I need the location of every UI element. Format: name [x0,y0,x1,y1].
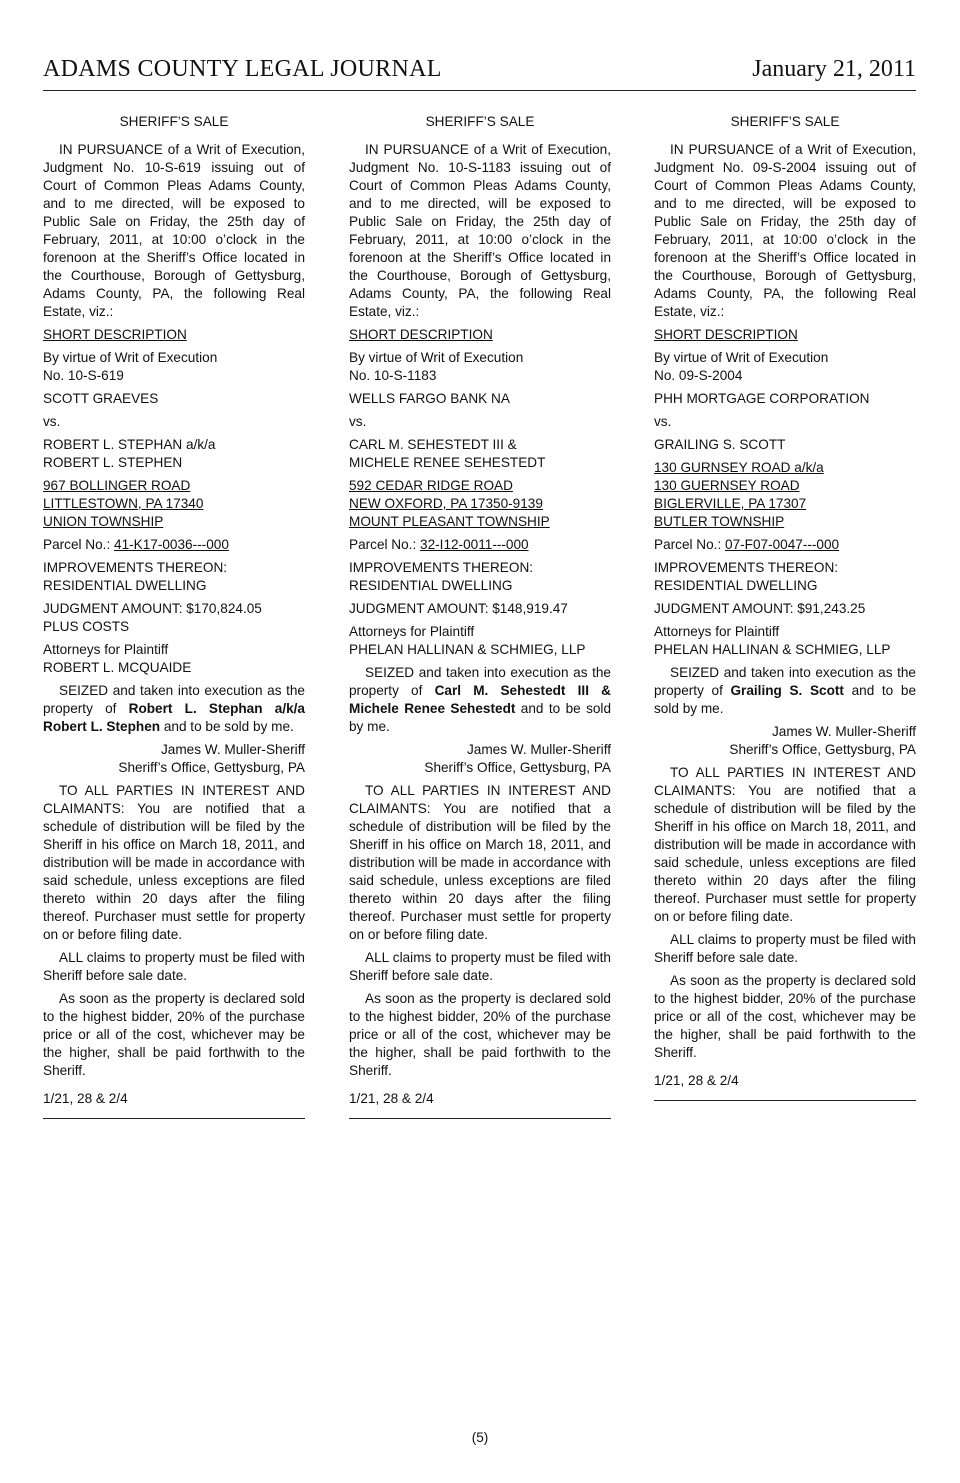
sheriff-sale-notice-3 [654,113,916,1101]
sheriff-office: Sheriff’s Office, Gettysburg, PA [118,760,305,775]
writ-line: By virtue of Writ of Execution [349,350,524,365]
bidder-paragraph: As soon as the property is declared sold to the highest bidder, 20% of the purchase price or all of the cost, whichever may be the higher, shall be paid forthwith to the Sheriff. [349,991,611,1078]
publication-dates: 1/21, 28 & 2/4 [349,1091,434,1106]
defendant-line: CARL M. SEHESTEDT III & [349,437,517,452]
defendant-line: ROBERT L. STEPHEN [43,455,183,470]
seized-text: SEIZED and taken into execution as the property of [43,683,305,716]
defendant-line: ROBERT L. STEPHAN a/k/a [43,437,216,452]
sheriff-office: Sheriff’s Office, Gettysburg, PA [424,760,611,775]
improvements-line: RESIDENTIAL DWELLING [654,578,818,593]
sheriff-name: James W. Muller-Sheriff [466,742,611,757]
versus: vs. [654,414,672,429]
attorneys-label: Attorneys for Plaintiff [43,642,169,657]
address-line: 967 BOLLINGER ROAD [43,478,191,493]
writ-info [654,349,916,385]
seized-paragraph [654,664,916,718]
property-address [43,477,305,531]
attorney-name: ROBERT L. MCQUAIDE [43,660,192,675]
improvements [349,559,611,595]
address-line: BUTLER TOWNSHIP [654,514,785,529]
seized-text: and to be sold by me. [654,683,916,716]
improvements-line: RESIDENTIAL DWELLING [349,578,513,593]
defendant [349,436,611,472]
writ-info [43,349,305,385]
attorneys [654,623,916,659]
notice-heading: SHERIFF’S SALE [730,114,840,129]
improvements [654,559,916,595]
notice-heading: SHERIFF’S SALE [425,114,535,129]
claims-paragraph: ALL claims to property must be filed with Sheriff before sale date. [43,950,305,983]
seized-text: and to be sold by me. [160,719,294,734]
seized-text: SEIZED and taken into execution as the property of [349,665,611,698]
claims-paragraph: ALL claims to property must be filed with Sheriff before sale date. [654,932,916,965]
notice-divider [349,1118,611,1119]
judgment-amount: JUDGMENT AMOUNT: $91,243.25 [654,601,866,616]
notice-heading: SHERIFF’S SALE [119,114,229,129]
issue-date: January 21, 2011 [752,56,916,82]
pursuance-paragraph: IN PURSUANCE of a Writ of Execution, Judgment No. 10-S-619 issuing out of Court of Common Pleas Adams County, and to me directed, will be exposed to Public Sale on Friday, the 25th day of February, 2011, at 10:00 o’clock in the forenoon at the Sheriff’s Office located in the Courthouse, Borough of Gettysburg, Adams County, PA, the following Real Estate, viz.: [43,142,305,319]
masthead [43,54,916,91]
parcel-number: 41-K17-0036---000 [114,537,229,552]
property-address [349,477,611,531]
address-line: NEW OXFORD, PA 17350-9139 [349,496,543,511]
sheriff-name: James W. Muller-Sheriff [771,724,916,739]
parcel-label: Parcel No.: [43,537,115,552]
attorneys [43,641,305,677]
parcel-info [349,536,611,554]
address-line: BIGLERVILLE, PA 17307 [654,496,807,511]
judgment-amount: JUDGMENT AMOUNT: $148,919.47 [349,601,568,616]
seized-text: and to be sold by me. [349,701,612,734]
defendant [43,436,305,472]
short-description-label: SHORT DESCRIPTION [349,327,493,342]
pursuance-paragraph: IN PURSUANCE of a Writ of Execution, Judgment No. 09-S-2004 issuing out of Court of Common Pleas Adams County, and to me directed, will be exposed to Public Sale on Friday, the 25th day of February, 2011, at 10:00 o’clock in the forenoon at the Sheriff’s Office located in the Courthouse, Borough of Gettysburg, Adams County, PA, the following Real Estate, viz.: [654,142,916,319]
parcel-label: Parcel No.: [654,537,726,552]
parcel-number: 07-F07-0047---000 [725,537,840,552]
sheriff-sale-notice-1 [43,113,305,1119]
address-line: MOUNT PLEASANT TOWNSHIP [349,514,550,529]
claims-paragraph: ALL claims to property must be filed with Sheriff before sale date. [349,950,611,983]
claimants-notice: TO ALL PARTIES IN INTEREST AND CLAIMANTS: You are notified that a schedule of distribution will be filed by the Sheriff in his office on March 18, 2011, and distribution will be made in accordance with said schedule, unless exceptions are filed thereto within 20 days after the filing thereof. Purchaser must settle for property on or before filing date. [43,783,305,942]
improvements-line: IMPROVEMENTS THEREON: [349,560,534,575]
claimants-notice: TO ALL PARTIES IN INTEREST AND CLAIMANTS: You are notified that a schedule of distribution will be filed by the Sheriff in his office on March 18, 2011, and distribution will be made in accordance with said schedule, unless exceptions are filed thereto within 20 days after the filing thereof. Purchaser must settle for property on or before filing date. [654,765,916,924]
sheriff-sale-notice-2 [349,113,611,1119]
sheriff-signature [349,741,611,777]
attorneys [349,623,611,659]
judgment-line: PLUS COSTS [43,619,130,634]
parcel-label: Parcel No.: [349,537,421,552]
seized-paragraph [349,664,611,736]
writ-number: No. 10-S-619 [43,368,124,383]
versus: vs. [43,414,61,429]
writ-number: No. 09-S-2004 [654,368,743,383]
seized-owner: Grailing S. Scott [730,683,844,698]
defendant-line: MICHELE RENEE SEHESTEDT [349,455,546,470]
address-line: 130 GURNSEY ROAD a/k/a [654,460,824,475]
notice-divider [654,1100,916,1101]
address-line: 130 GUERNSEY ROAD [654,478,800,493]
seized-paragraph [43,682,305,736]
publication-dates: 1/21, 28 & 2/4 [43,1091,128,1106]
writ-line: By virtue of Writ of Execution [43,350,218,365]
sheriff-office: Sheriff’s Office, Gettysburg, PA [729,742,916,757]
bidder-paragraph: As soon as the property is declared sold to the highest bidder, 20% of the purchase price or all of the cost, whichever may be the higher, shall be paid forthwith to the Sheriff. [43,991,305,1078]
bidder-paragraph: As soon as the property is declared sold to the highest bidder, 20% of the purchase price or all of the cost, whichever may be the higher, shall be paid forthwith to the Sheriff. [654,973,916,1060]
seized-owner: Carl M. Sehestedt III & Michele Renee Sehestedt [349,683,611,716]
publication-dates: 1/21, 28 & 2/4 [654,1073,739,1088]
short-description-label: SHORT DESCRIPTION [654,327,798,342]
claimants-notice: TO ALL PARTIES IN INTEREST AND CLAIMANTS: You are notified that a schedule of distribution will be filed by the Sheriff in his office on March 18, 2011, and distribution will be made in accordance with said schedule, unless exceptions are filed thereto within 20 days after the filing thereof. Purchaser must settle for property on or before filing date. [349,783,611,942]
sheriff-name: James W. Muller-Sheriff [160,742,305,757]
attorney-name: PHELAN HALLINAN & SCHMIEG, LLP [349,642,586,657]
sheriff-signature [43,741,305,777]
improvements [43,559,305,595]
writ-line: By virtue of Writ of Execution [654,350,829,365]
improvements-line: IMPROVEMENTS THEREON: [43,560,228,575]
improvements-line: IMPROVEMENTS THEREON: [654,560,839,575]
attorney-name: PHELAN HALLINAN & SCHMIEG, LLP [654,642,891,657]
seized-text: SEIZED and taken into execution as the property of [654,665,916,698]
journal-title: ADAMS COUNTY LEGAL JOURNAL [43,56,442,82]
sheriff-signature [654,723,916,759]
defendant: GRAILING S. SCOTT [654,437,786,452]
notice-divider [43,1118,305,1119]
judgment-amount [43,600,305,636]
parcel-info [43,536,305,554]
improvements-line: RESIDENTIAL DWELLING [43,578,207,593]
versus: vs. [349,414,367,429]
page-number: (5) [471,1430,489,1445]
pursuance-paragraph: IN PURSUANCE of a Writ of Execution, Judgment No. 10-S-1183 issuing out of Court of Common Pleas Adams County, and to me directed, will be exposed to Public Sale on Friday, the 25th day of February, 2011, at 10:00 o’clock in the forenoon at the Sheriff’s Office located in the Courthouse, Borough of Gettysburg, Adams County, PA, the following Real Estate, viz.: [349,142,611,319]
plaintiff: SCOTT GRAEVES [43,391,159,406]
attorneys-label: Attorneys for Plaintiff [349,624,475,639]
judgment-line: JUDGMENT AMOUNT: $170,824.05 [43,601,262,616]
writ-number: No. 10-S-1183 [349,368,437,383]
address-line: UNION TOWNSHIP [43,514,164,529]
plaintiff: WELLS FARGO BANK NA [349,391,510,406]
address-line: 592 CEDAR RIDGE ROAD [349,478,513,493]
attorneys-label: Attorneys for Plaintiff [654,624,780,639]
short-description-label: SHORT DESCRIPTION [43,327,187,342]
property-address [654,459,916,531]
plaintiff: PHH MORTGAGE CORPORATION [654,391,870,406]
parcel-info [654,536,916,554]
address-line: LITTLESTOWN, PA 17340 [43,496,204,511]
writ-info [349,349,611,385]
parcel-number: 32-I12-0011---000 [420,537,529,552]
seized-owner: Robert L. Stephan a/k/a Robert L. Stephen [43,701,305,734]
